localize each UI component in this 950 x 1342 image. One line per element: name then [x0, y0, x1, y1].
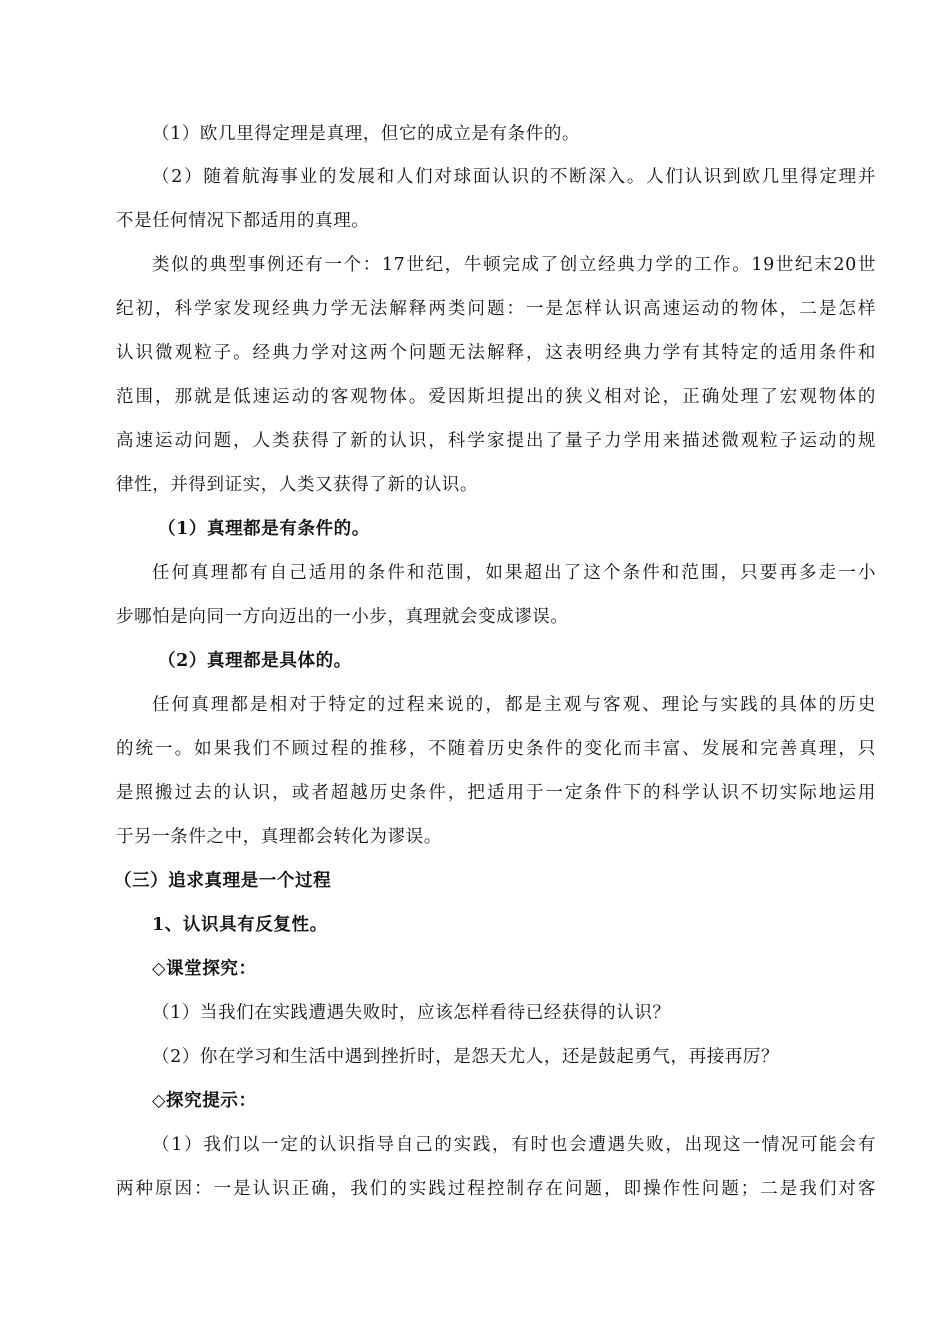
- chapter-heading: （三）追求真理是一个过程: [114, 871, 332, 891]
- paragraph-line: 类似的典型事例还有一个：17世纪，牛顿完成了创立经典力学的工作。19世纪末20世: [152, 255, 876, 275]
- section-heading: （2）真理都是具体的。: [158, 651, 352, 671]
- paragraph-line: 步哪怕是向同一方向迈出的一小步，真理就会变成谬误。: [116, 607, 569, 627]
- paragraph-line: 律性，并得到证实，人类又获得了新的认识。: [116, 475, 478, 495]
- inquiry-heading: ◇课堂探究：: [152, 959, 257, 979]
- paragraph-line: 高速运动问题，人类获得了新的认识，科学家提出了量子力学用来描述微观粒子运动的规: [116, 431, 876, 451]
- paragraph-line: 任何真理都是相对于特定的过程来说的，都是主观与客观、理论与实践的具体的历史: [152, 695, 876, 715]
- question-line: （1）当我们在实践遭遇失败时，应该怎样看待已经获得的认识？: [152, 1003, 671, 1023]
- paragraph-line: （1）欧几里得定理是真理，但它的成立是有条件的。: [152, 124, 581, 144]
- paragraph-line: 的统一。如果我们不顾过程的推移，不随着历史条件的变化而丰富、发展和完善真理，只: [116, 739, 876, 759]
- paragraph-line: （1）我们以一定的认识指导自己的实践，有时也会遭遇失败，出现这一情况可能会有: [152, 1135, 876, 1155]
- paragraph-line: 纪初，科学家发现经典力学无法解释两类问题：一是怎样认识高速运动的物体，二是怎样: [116, 299, 876, 319]
- paragraph-line: 范围，那就是低速运动的客观物体。爱因斯坦提出的狭义相对论，正确处理了宏观物体的: [116, 387, 876, 407]
- section-heading: （1）真理都是有条件的。: [158, 519, 370, 539]
- hint-heading: ◇探究提示：: [152, 1091, 257, 1111]
- paragraph-line: 任何真理都有自己适用的条件和范围，如果超出了这个条件和范围，只要再多走一小: [152, 563, 876, 583]
- paragraph-line: 两种原因：一是认识正确，我们的实践过程控制存在问题，即操作性问题；二是我们对客: [116, 1179, 876, 1199]
- paragraph-line: （2）随着航海事业的发展和人们对球面认识的不断深入。人们认识到欧几里得定理并: [152, 167, 876, 187]
- question-line: （2）你在学习和生活中遇到挫折时，是怨天尤人，还是鼓起勇气，再接再厉？: [152, 1047, 780, 1067]
- paragraph-line: 于另一条件之中，真理都会转化为谬误。: [116, 827, 442, 847]
- paragraph-line: 不是任何情况下都适用的真理。: [116, 211, 370, 231]
- subsection-heading: 1、认识具有反复性。: [152, 915, 328, 935]
- paragraph-line: 是照搬过去的认识，或者超越历史条件，把适用于一定条件下的科学认识不切实际地运用: [116, 783, 876, 803]
- paragraph-line: 认识微观粒子。经典力学对这两个问题无法解释，这表明经典力学有其特定的适用条件和: [116, 343, 876, 363]
